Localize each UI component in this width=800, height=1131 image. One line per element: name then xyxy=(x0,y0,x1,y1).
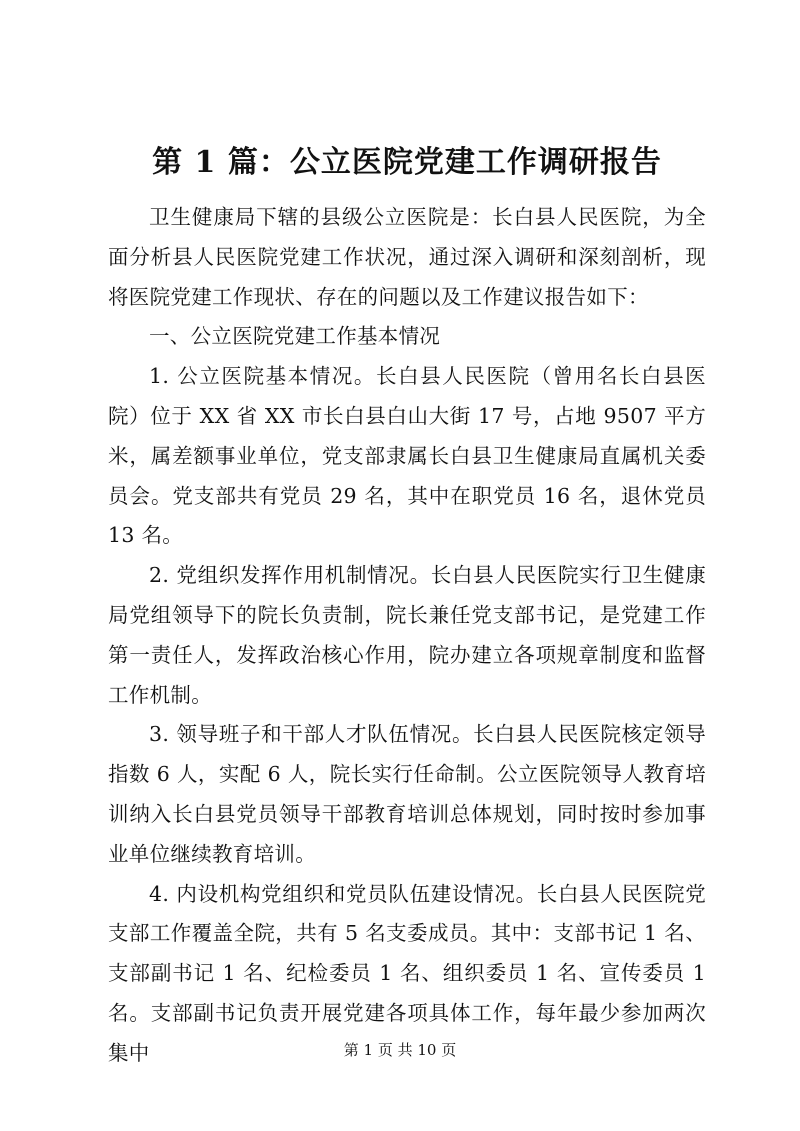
paragraph-hospital-basics: 1. 公立医院基本情况。长白县人民医院（曾用名长白县医院）位于 XX 省 XX 市长白县白山大街 17 号，占地 9507 平方米，属差额事业单位，党支部隶属长白县卫生健康局直属机关委员会。党支部共有党员 29 名，其中在职党员 16 名，退休党员 13 名。 xyxy=(108,364,706,548)
page-footer: 第 1 页 共 10 页 xyxy=(343,1041,457,1059)
paragraph-party-mechanism: 2. 党组织发挥作用机制情况。长白县人民医院实行卫生健康局党组领导下的院长负责制，院长兼任党支部书记，是党建工作第一责任人，发挥政治核心作用，院办建立各项规章制度和监督工作机制。 xyxy=(108,563,706,707)
paragraph-intro: 卫生健康局下辖的县级公立医院是：长白县人民医院，为全面分析县人民医院党建工作状况，通过深入调研和深刻剖析，现将医院党建工作现状、存在的问题以及工作建议报告如下： xyxy=(108,205,706,309)
section-heading-basic-situation: 一、公立医院党建工作基本情况 xyxy=(149,324,441,349)
document-title: 第 1 篇：公立医院党建工作调研报告 xyxy=(152,145,662,180)
paragraph-leadership-team: 3. 领导班子和干部人才队伍情况。长白县人民医院核定领导指数 6 人，实配 6 人，院长实行任命制。公立医院领导人教育培训纳入长白县党员领导干部教育培训总体规划，同时按时参加事业单位继续教育培训。 xyxy=(108,722,706,866)
paragraph-internal-organization: 4. 内设机构党组织和党员队伍建设情况。长白县人民医院党支部工作覆盖全院，共有 5 名支委成员。其中：支部书记 1 名、支部副书记 1 名、纪检委员 1 名、组织委员 1 名、宣传委员 1 名。支部副书记负责开展党建各项具体工作，每年最少参加两次集中 xyxy=(108,881,706,1065)
document-page xyxy=(108,140,706,1074)
